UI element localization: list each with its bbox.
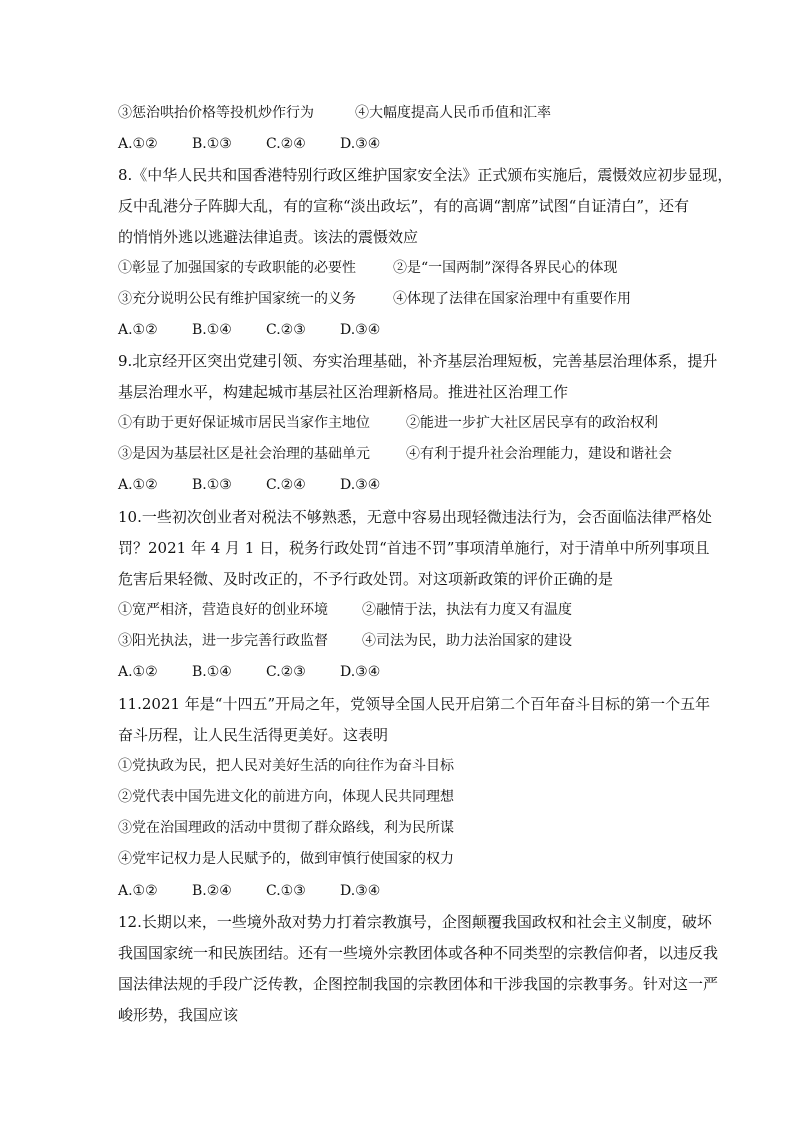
choice-b: B.①③ bbox=[192, 477, 232, 493]
question-11-line-1: 11.2021 年是“十四五”开局之年，党领导全国人民开启第二个百年奋斗目标的第一个五年 bbox=[118, 695, 711, 713]
choice-a: A.①② bbox=[118, 477, 158, 493]
q10-answer-choices bbox=[118, 662, 414, 682]
q11-answer-choices bbox=[118, 881, 414, 901]
question-12-line-1: 12.长期以来，一些境外敌对势力打着宗教旗号，企图颠覆我国政权和社会主义制度，破坏 bbox=[118, 913, 712, 931]
q11-option-4: ④党牢记权力是人民赋予的，做到审慎行使国家的权力 bbox=[118, 851, 454, 867]
choice-d: D.③④ bbox=[340, 883, 381, 899]
q9-option-3: ③是因为基层社区是社会治理的基础单元 bbox=[118, 446, 370, 462]
q11-option-2: ②党代表中国先进文化的前进方向，体现人民共同理想 bbox=[118, 789, 454, 805]
choice-d: D.③④ bbox=[340, 322, 381, 338]
question-10-line-3: 危害后果轻微、及时改正的，不予行政处罚。对这项新政策的评价正确的是 bbox=[118, 570, 614, 588]
choice-a: A.①② bbox=[118, 136, 158, 152]
choice-b: B.①④ bbox=[192, 322, 232, 338]
choice-d: D.③④ bbox=[340, 664, 381, 680]
choice-c: C.②④ bbox=[266, 136, 306, 152]
choice-a: A.①② bbox=[118, 322, 158, 338]
q9-option-1: ①有助于更好保证城市居民当家作主地位 bbox=[118, 415, 370, 431]
q8-option-2: ②是“一国两制”深得各界民心的体现 bbox=[393, 260, 618, 276]
question-11-line-2: 奋斗历程，让人民生活得更美好。这表明 bbox=[118, 726, 389, 744]
question-12-line-4: 峻形势，我国应该 bbox=[118, 1006, 239, 1024]
q9-option-2: ②能进一步扩大社区居民享有的政治权利 bbox=[406, 415, 658, 431]
q10-option-3: ③阳光执法，进一步完善行政监督 bbox=[118, 633, 328, 649]
q10-option-1: ①宽严相济，营造良好的创业环境 bbox=[118, 602, 328, 618]
question-9-line-1: 9.北京经开区突出党建引领、夯实治理基础，补齐基层治理短板，完善基层治理体系，提升 bbox=[118, 352, 718, 370]
question-12-line-3: 国法律法规的手段广泛传教，企图控制我国的宗教团体和干涉我国的宗教事务。针对这一严 bbox=[118, 975, 719, 993]
choice-b: B.②④ bbox=[192, 883, 232, 899]
q9-answer-choices bbox=[118, 475, 414, 495]
q11-option-3: ③党在治国理政的活动中贯彻了群众路线，利为民所谋 bbox=[118, 820, 454, 836]
choice-a: A.①② bbox=[118, 664, 158, 680]
q10-option-4: ④司法为民，助力法治国家的建设 bbox=[362, 633, 572, 649]
choice-c: C.②④ bbox=[266, 477, 306, 493]
choice-d: D.③④ bbox=[340, 136, 381, 152]
choice-c: C.①③ bbox=[266, 883, 306, 899]
question-10-line-1: 10.一些初次创业者对税法不够熟悉，无意中容易出现轻微违法行为，会否面临法律严格处 bbox=[118, 508, 712, 526]
question-8-line-2: 反中乱港分子阵脚大乱，有的宣称“淡出政坛”，有的高调“割席”试图“自证清白”，还有 bbox=[118, 197, 690, 215]
choice-a: A.①② bbox=[118, 883, 158, 899]
q11-option-1: ①党执政为民，把人民对美好生活的向往作为奋斗目标 bbox=[118, 758, 454, 774]
q8-option-4: ④体现了法律在国家治理中有重要作用 bbox=[393, 291, 631, 307]
question-8-line-3: 的悄悄外逃以逃避法律追责。该法的震慑效应 bbox=[118, 228, 419, 246]
choice-c: C.②③ bbox=[266, 664, 306, 680]
question-12-line-2: 我国国家统一和民族团结。还有一些境外宗教团体或各种不同类型的宗教信仰者，以违反我 bbox=[118, 944, 719, 962]
q8-option-3: ③充分说明公民有维护国家统一的义务 bbox=[118, 291, 356, 307]
question-10-line-2: 罚？2021 年 4 月 1 日，税务行政处罚“首违不罚”事项清单施行，对于清单中所列事项且 bbox=[118, 539, 710, 557]
choice-b: B.①④ bbox=[192, 664, 232, 680]
choice-b: B.①③ bbox=[192, 136, 232, 152]
choice-d: D.③④ bbox=[340, 477, 381, 493]
option-3: ③惩治哄抬价格等投机炒作行为 bbox=[118, 105, 314, 121]
answer-choices bbox=[118, 134, 414, 154]
question-8-line-1: 8.《中华人民共和国香港特别行政区维护国家安全法》正式颁布实施后，震慑效应初步显现， bbox=[118, 166, 733, 184]
q10-option-2: ②融情于法，执法有力度又有温度 bbox=[362, 602, 572, 618]
q8-option-1: ①彰显了加强国家的专政职能的必要性 bbox=[118, 260, 356, 276]
q9-option-4: ④有利于提升社会治理能力，建设和谐社会 bbox=[406, 446, 672, 462]
option-4: ④大幅度提高人民币币值和汇率 bbox=[355, 105, 551, 121]
question-9-line-2: 基层治理水平，构建起城市基层社区治理新格局。推进社区治理工作 bbox=[118, 383, 569, 401]
q8-answer-choices bbox=[118, 320, 414, 340]
choice-c: C.②③ bbox=[266, 322, 306, 338]
